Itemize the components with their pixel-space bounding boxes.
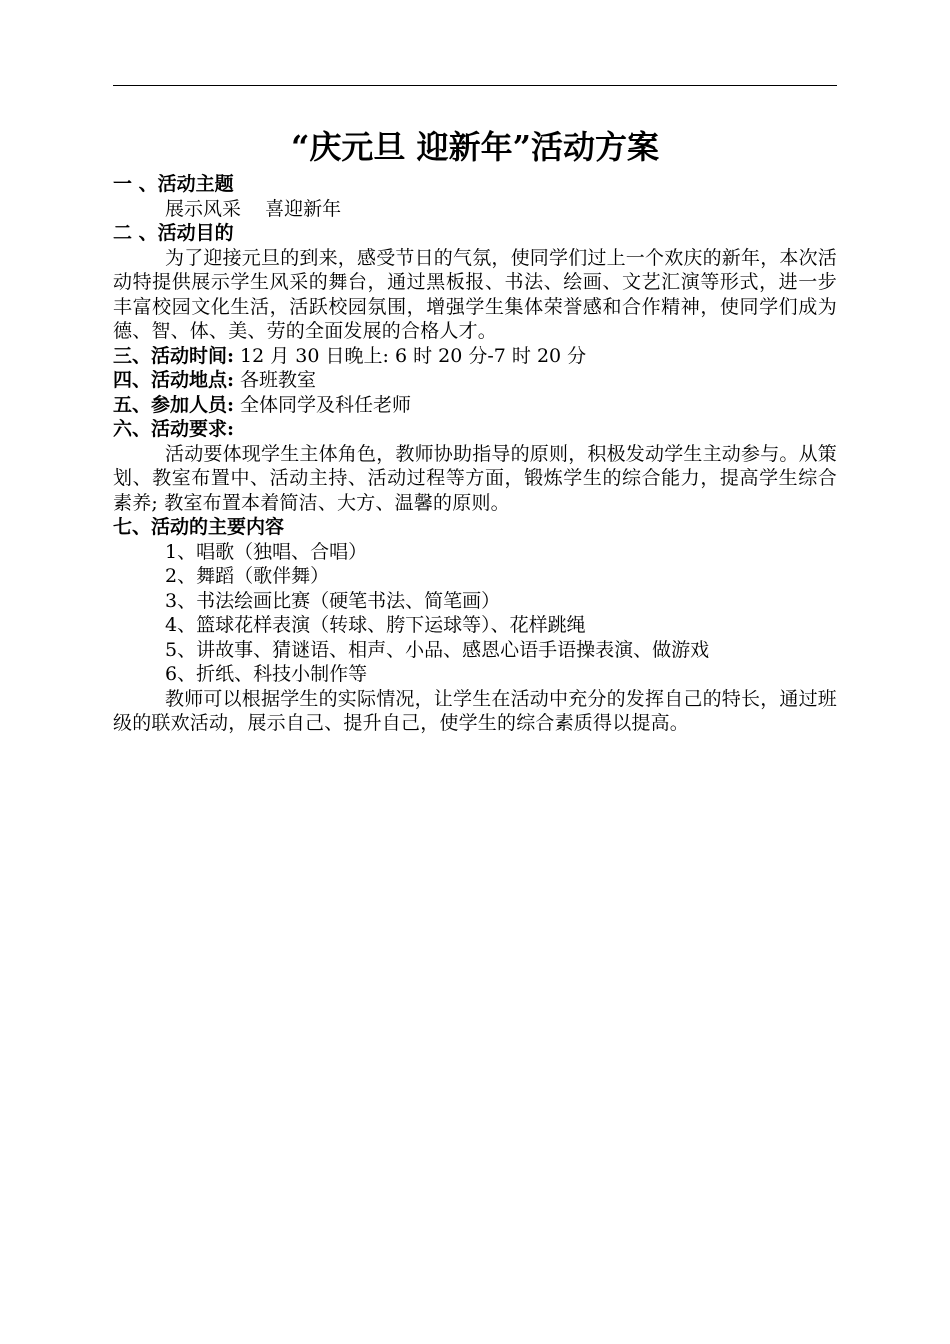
- section-closing-content: 教师可以根据学生的实际情况，让学生在活动中充分的发挥自己的特长，通过班级的联欢活动，展示自己、提升自己，使学生的综合素质得以提高。: [113, 687, 838, 734]
- section-value-location: 各班教室: [234, 369, 317, 391]
- header-rule: [113, 85, 837, 86]
- section-time: [113, 344, 837, 369]
- section-value-time: 12 月 30 日晚上: 6 时 20 分-7 时 20 分: [234, 344, 587, 367]
- list-item: 2、舞蹈（歌伴舞）: [165, 565, 330, 587]
- section-heading-participants: 五、参加人员:: [113, 393, 235, 416]
- section-location: [113, 368, 837, 393]
- section-body-theme: 展示风采 喜迎新年: [165, 197, 342, 220]
- list-item: 3、书法绘画比赛（硬笔书法、简笔画）: [165, 589, 501, 612]
- section-participants: [113, 393, 837, 418]
- section-heading-time: 三、活动时间:: [113, 344, 235, 367]
- section-heading-purpose: 二 、活动目的: [113, 222, 234, 244]
- section-body-requirements: 活动要体现学生主体角色，教师协助指导的原则，积极发动学生主动参与。从策划、教室布置中、活动主持、活动过程等方面，锻炼学生的综合能力，提高学生综合素养; 教室布置本着简洁、大方、温馨的原则。: [113, 442, 838, 514]
- section-heading-content: 七、活动的主要内容: [113, 516, 285, 538]
- list-item: 4、篮球花样表演（转球、胯下运球等）、花样跳绳: [165, 614, 586, 636]
- list-item: 5、讲故事、猜谜语、相声、小品、感恩心语手语操表演、做游戏: [165, 638, 710, 661]
- section-heading-requirements: 六、活动要求:: [113, 418, 235, 440]
- section-heading-theme: 一 、活动主题: [113, 173, 234, 195]
- section-body-purpose: 为了迎接元旦的到来，感受节日的气氛，使同学们过上一个欢庆的新年，本次活动特提供展示学生风采的舞台，通过黑板报、书法、绘画、文艺汇演等形式，进一步丰富校园文化生活，活跃校园氛围，增强学生集体荣誉感和合作精神，使同学们成为德、智、体、美、劳的全面发展的合格人才。: [113, 246, 838, 342]
- page-title: “庆元旦 迎新年”活动方案: [291, 128, 659, 166]
- section-value-participants: 全体同学及科任老师: [234, 393, 412, 416]
- list-item: 1、唱歌（独唱、合唱）: [165, 540, 368, 563]
- section-heading-location: 四、活动地点:: [113, 369, 235, 391]
- list-item: 6、折纸、科技小制作等: [165, 663, 368, 685]
- document-body: [113, 172, 837, 736]
